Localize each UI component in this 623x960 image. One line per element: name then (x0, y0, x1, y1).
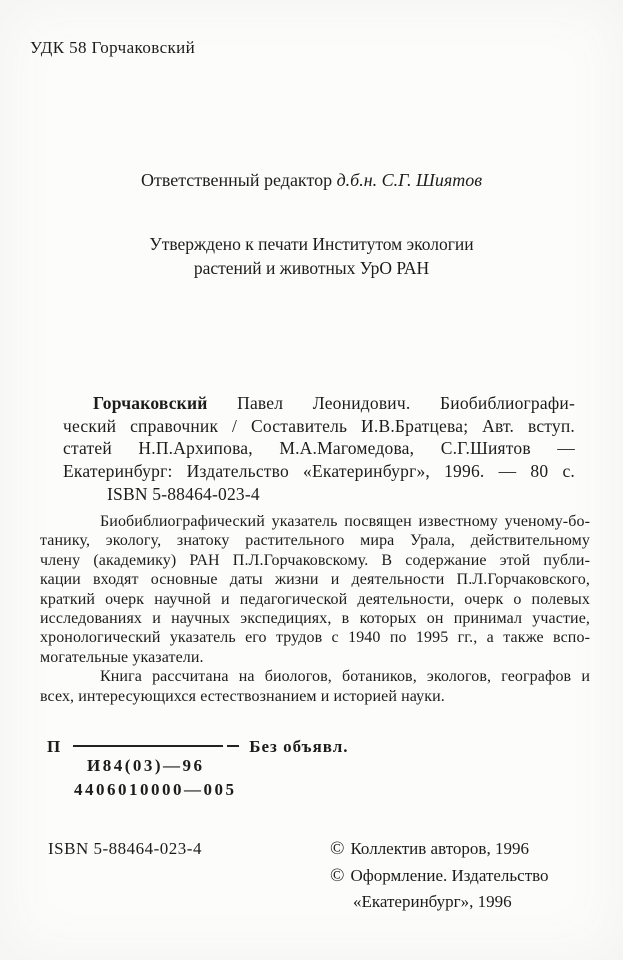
footer-isbn: ISBN 5-88464-023-4 (48, 839, 202, 858)
annotation-line: Книга рассчитана на биологов, ботаников, экологов, географов и (100, 668, 590, 686)
annotation-line: члену (академику) РАН П.Л.Горчаковскому. В содержание этой публи- (40, 551, 590, 569)
copyright-design-continuation: «Екатеринбург», 1996 (353, 892, 512, 911)
editor-label: Ответственный редактор (140, 170, 337, 190)
copyright-block (330, 836, 549, 916)
editor-name: д.б.н. С.Г. Шиятов (336, 170, 483, 190)
biblio-line-3: статей Н.П.Архипова, М.А.Магомедова, С.Г.Шиятов — (63, 438, 575, 458)
copyright-design-line (330, 863, 549, 890)
annotation-line: могательные указатели. (40, 648, 204, 666)
annotation-line: танику, экологу, знатоку растительного мира Урала, действительному (40, 532, 590, 550)
print-order-line (47, 737, 349, 757)
annotation-line: хронологический указатель его трудов с 1940 по 1995 гг., а также вспо- (40, 629, 590, 647)
biblio-isbn: ISBN 5-88464-023-4 (107, 484, 260, 504)
copyright-icon: © (330, 838, 345, 859)
bibliographic-entry (63, 392, 575, 506)
approval-line-1: Утверждено к печати Институтом экологии (149, 234, 474, 254)
udc-line: УДК 58 Горчаковский (30, 38, 196, 57)
annotation-line: всех, интересующихся естествознанием и историей науки. (40, 687, 445, 705)
copyright-design-text: Оформление. Издательство (350, 865, 549, 885)
biblio-line-4: Екатеринбург: Издательство «Екатеринбург», 1996. — 80 с. (63, 460, 575, 481)
copyright-authors-line (330, 836, 549, 863)
biblio-line-1-rest: Павел Леонидович. Биобиблиографи- (207, 393, 575, 413)
copyright-authors-text: Коллектив авторов, 1996 (350, 839, 529, 858)
author-surname: Горчаковский (93, 393, 208, 413)
biblio-line-2: ческий справочник / Составитель И.В.Братцева; Авт. вступ. (63, 415, 575, 436)
no-announcement-note: Без объявл. (249, 737, 349, 756)
annotation-block (40, 512, 590, 706)
annotation-line: исследованиях и научных экспедициях, в которых он принимал участие, (40, 610, 590, 628)
responsible-editor-line (0, 170, 623, 191)
approval-block (0, 233, 623, 280)
fill-rule-end (227, 745, 239, 747)
biblio-line-1 (63, 392, 575, 415)
annotation-line: краткий очерк научной и педагогической деятельности, очерк о полевых (40, 590, 590, 608)
catalog-code-upper: И84(03)—96 (87, 756, 205, 775)
annotation-line: Биобиблиографический указатель посвящен известному ученому-бо- (100, 513, 590, 530)
annotation-line: кации входят основные даты жизни и деятельности П.Л.Горчаковского, (40, 571, 590, 589)
catalog-code-lower: 4406010000—005 (74, 780, 237, 799)
copyright-icon: © (330, 864, 345, 886)
fill-rule (73, 745, 223, 747)
approval-line-2: растений и животных УрО РАН (193, 257, 430, 278)
series-letter: П (47, 737, 61, 756)
